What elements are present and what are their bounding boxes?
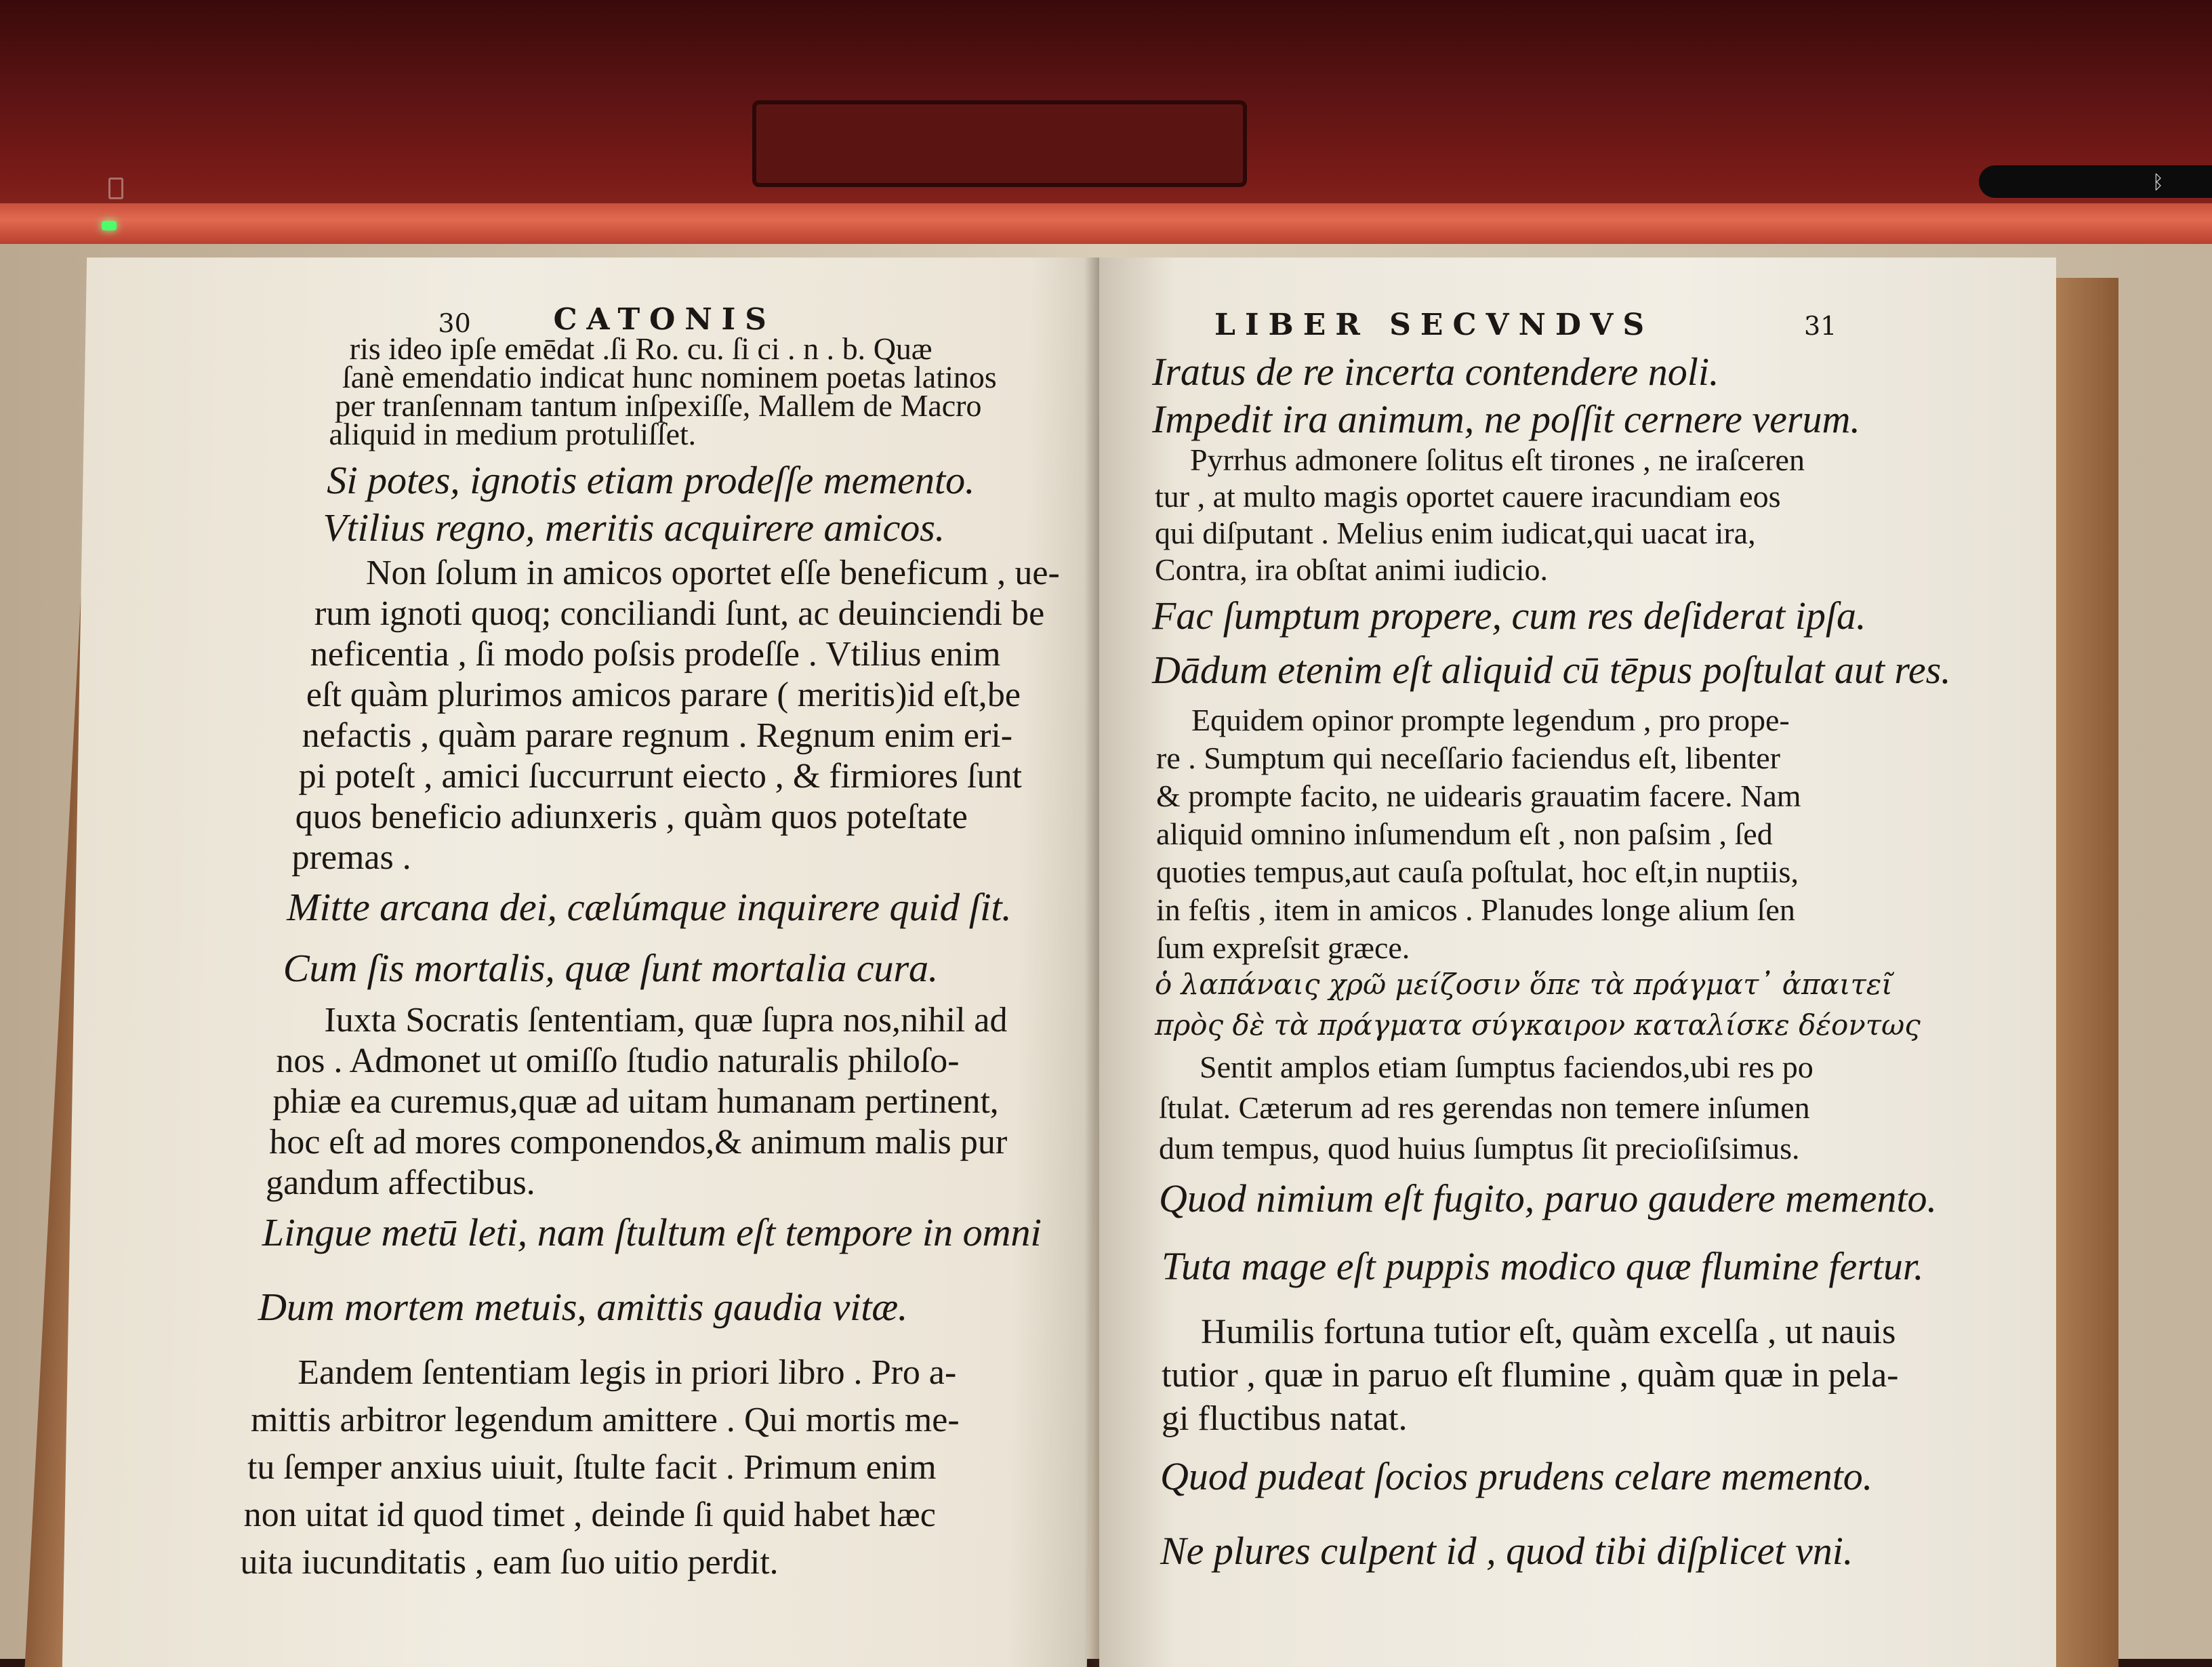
text-line: aliquid omnino inſumendum eſt , non paſsim , ſed: [1156, 817, 1773, 851]
text-line: phiæ ea curemus,quæ ad uitam humanam pertinent,: [272, 1082, 1000, 1121]
text-line: gi fluctibus natat.: [1162, 1399, 1408, 1438]
laptop-hinge-strip: [0, 203, 2212, 244]
text-line: quos beneficio adiunxeris , quàm quos poteſtate: [295, 798, 968, 836]
text-line: Contra, ira obſtat animi iudicio.: [1155, 552, 1548, 587]
verse-line: Mitte arcana dei, cælúmque inquirere quid ſit.: [286, 885, 1012, 929]
text-line: qui diſputant . Melius enim iudicat,qui uacat ira,: [1155, 516, 1756, 550]
text-line: Iuxta Socratis ſententiam, quæ ſupra nos,nihil ad: [324, 1001, 1008, 1040]
verse-line: Iratus de re incerta contendere noli.: [1152, 350, 1719, 394]
text-line: tutior , quæ in paruo eſt flumine , quàm quæ in pela-: [1162, 1356, 1899, 1395]
verse-line: Dādum etenim eſt aliquid cū tēpus poſtulat aut res.: [1152, 648, 1951, 692]
text-line: ris ideo ipſe emēdat .ſi Ro. cu. ſi ci . n . b. Quæ: [349, 331, 933, 366]
text-line: nefactis , quàm parare regnum . Regnum enim eri-: [302, 716, 1013, 755]
text-line: per tranſennam tantum inſpexiſſe, Mallem de Macro: [334, 388, 982, 423]
verse-line: Fac ſumptum propere, cum res deſiderat ipſa.: [1152, 594, 1866, 638]
right-page: [1099, 258, 2056, 1667]
text-line: Non ſolum in amicos oportet eſſe beneficum , ue-: [365, 554, 1061, 592]
text-line: Pyrrhus admonere ſolitus eſt tirones , ne iraſceren: [1190, 443, 1805, 477]
verse-line: Impedit ira animum, ne poſſit cernere verum.: [1152, 397, 1860, 441]
text-line: re . Sumptum qui neceſſario faciendus eſt, libenter: [1156, 741, 1780, 775]
verse-line: Quod pudeat ſocios prudens celare memento.: [1160, 1454, 1873, 1498]
status-led-icon: [102, 221, 117, 230]
page-number: 31: [1804, 311, 1837, 341]
left-page: [62, 258, 1111, 1667]
text-line: gandum affectibus.: [265, 1164, 536, 1202]
text-line: non uitat id quod timet , deinde ſi quid habet hæc: [243, 1496, 937, 1534]
text-line: premas .: [291, 838, 412, 877]
text-line: ſtulat. Cæterum ad res gerendas non temere inſumen: [1159, 1090, 1810, 1125]
greek-line: πρὸς δὲ τὰ πράγματα σύγκαιρον καταλίσκε δέοντως: [1155, 1008, 1921, 1042]
text-line: uita iucunditatis , eam ſuo uitio perdit.: [240, 1543, 779, 1582]
verse-line: Quod nimium eſt fugito, paruo gaudere memento.: [1159, 1176, 1938, 1220]
running-head: CATONIS: [553, 302, 777, 337]
text-line: Equidem opinor prompte legendum , pro prope-: [1191, 703, 1790, 737]
verse-line: Tuta mage eſt puppis modico quæ flumine fertur.: [1162, 1244, 1924, 1288]
laptop-touchpad: [752, 100, 1247, 187]
running-head: LIBER SECVNDVS: [1214, 308, 1654, 342]
text-line: Eandem ſententiam legis in priori libro . Pro a-: [297, 1353, 957, 1392]
verse-line: Lingue metū leti, nam ſtultum eſt tempore in omni: [262, 1210, 1042, 1254]
bluetooth-icon: ᛒ: [2152, 171, 2164, 193]
text-line: hoc eſt ad mores componendos,& animum malis pur: [268, 1123, 1008, 1161]
verse-line: Cum ſis mortalis, quæ ſunt mortalia cura.: [283, 946, 939, 990]
battery-icon: [108, 178, 123, 199]
text-line: aliquid in medium protuliſſet.: [329, 417, 697, 451]
text-line: & prompte facito, ne uidearis grauatim facere. Nam: [1156, 779, 1801, 813]
text-line: tur , at multo magis oportet cauere iracundiam eos: [1155, 479, 1781, 514]
laptop-status-panel: [1979, 165, 2212, 198]
verse-line: Si potes, ignotis etiam prodeſſe memento.: [326, 458, 976, 502]
text-line: Sentit amplos etiam ſumptus faciendos,ubi res po: [1200, 1050, 1814, 1084]
verse-line: Vtilius regno, meritis acquirere amicos.: [322, 506, 945, 550]
page-number: 30: [438, 308, 472, 338]
greek-line: ὁ λαπάναις χρῶ μείζοσιν ὅπε τὰ πράγματ᾽ ἀπαιτεῖ: [1155, 968, 1893, 1001]
text-line: rum ignoti quoq; conciliandi ſunt, ac deuinciendi be: [314, 594, 1045, 633]
text-line: in feſtis , item in amicos . Planudes longe alium ſen: [1156, 892, 1795, 927]
text-line: quoties tempus,aut cauſa poſtulat, hoc eſt,in nuptiis,: [1156, 855, 1799, 889]
verse-line: Dum mortem metuis, amittis gaudia vitæ.: [258, 1285, 909, 1329]
text-line: eſt quàm plurimos amicos parare ( meritis)id eſt,be: [306, 676, 1021, 714]
text-line: neficentia , ſi modo poſsis prodeſſe . Vtilius enim: [310, 635, 1002, 674]
verse-line: Ne plures culpent id , quod tibi diſplicet vni.: [1160, 1529, 1853, 1573]
text-line: ſum expreſsit græce.: [1156, 930, 1410, 965]
text-line: pi poteſt , amici ſuccurrunt eiecto , & firmiores ſunt: [298, 757, 1023, 796]
text-line: nos . Admonet ut omiſſo ſtudio naturalis philoſo-: [275, 1042, 960, 1080]
text-line: mittis arbitror legendum amittere . Qui mortis me-: [250, 1401, 960, 1439]
text-line: tu ſemper anxius uiuit, ſtulte facit . Primum enim: [247, 1448, 937, 1487]
text-line: dum tempus, quod huius ſumptus ſit precioſiſsimus.: [1159, 1131, 1800, 1166]
text-line: Humilis fortuna tutior eſt, quàm excelſa , ut nauis: [1201, 1313, 1896, 1351]
text-line: ſanè emendatio indicat hunc nominem poetas latinos: [342, 360, 998, 394]
